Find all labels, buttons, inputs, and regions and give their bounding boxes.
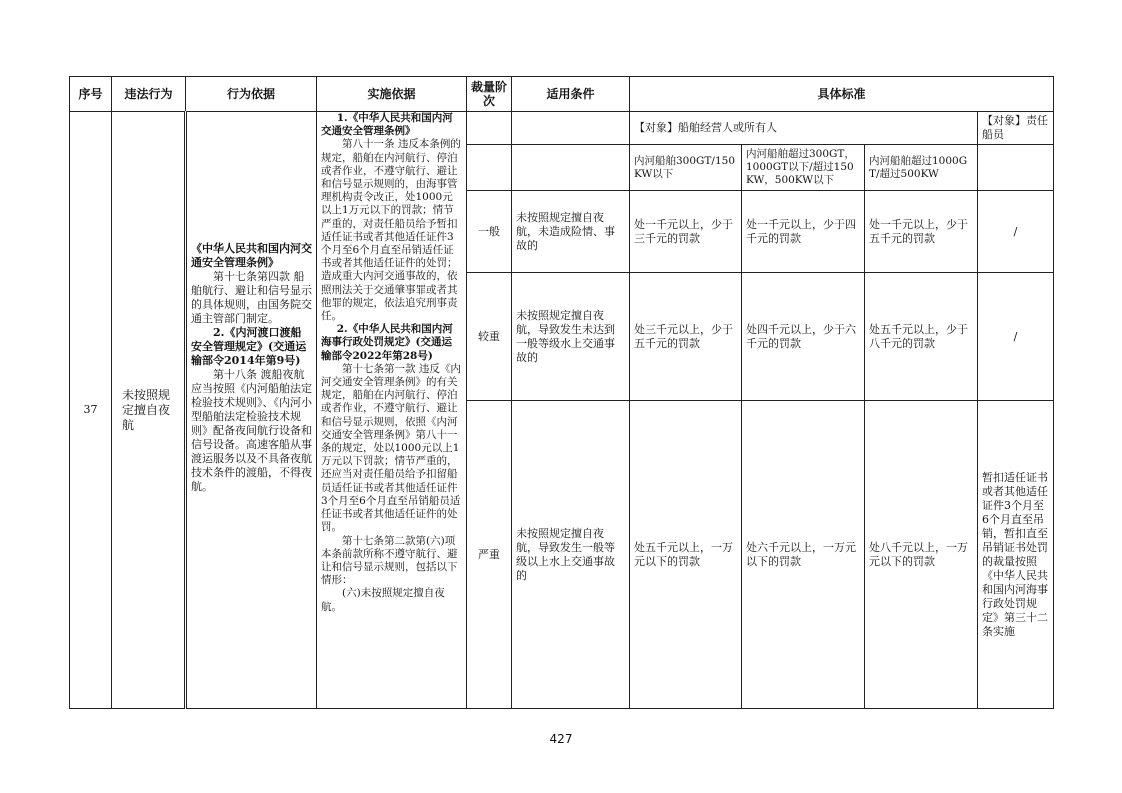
page-number: 427	[549, 732, 573, 746]
basis-text-2: 第十八条 渡船夜航应当按照《内河船舶法定检验技术规则》、《内河小型船舶法定检验技术规则》配备夜间航行设备和信号设备。高速客船从事渡运服务以及不具备夜航技术条件的渡船，不得夜航。	[191, 368, 312, 493]
penalty-table	[69, 76, 1054, 709]
basis-title-1: 《中华人民共和国内河交通安全管理条例》	[191, 242, 312, 269]
level-condition: 未按照规定擅自夜航，未造成险情、事故的	[512, 191, 630, 273]
level-std-1: 处五千元以上，一万元以下的罚款	[630, 401, 742, 709]
header-basis: 行为依据	[186, 77, 317, 112]
impl-text-4: (六)未按照规定擅自夜航。	[321, 587, 445, 613]
basis-text-1: 第十七条第四款 船舶航行、避让和信号显示的具体规则，由国务院交通主管部门制定。	[191, 270, 312, 325]
level-std-2: 处六千元以上，一万元以下的罚款	[742, 401, 865, 709]
level-condition: 未按照规定擅自夜航，导致发生未达到一般等级水上交通事故的	[512, 273, 630, 401]
level-condition: 未按照规定擅自夜航，导致发生一般等级以上水上交通事故的	[512, 401, 630, 709]
level-label: 严重	[467, 401, 512, 709]
level-std-1: 处一千元以上，少于三千元的罚款	[630, 191, 742, 273]
level-std-4: /	[978, 191, 1054, 273]
sub-condition-empty	[512, 145, 630, 191]
header-impl: 实施依据	[317, 77, 467, 112]
level-label: 一般	[467, 191, 512, 273]
level-std-4: /	[978, 273, 1054, 401]
level-std-3: 处五千元以上，少于八千元的罚款	[865, 273, 978, 401]
level-std-2: 处一千元以上，少于四千元的罚款	[742, 191, 865, 273]
sub-owner-1: 内河船舶300GT/150KW以下	[630, 145, 742, 191]
level-std-3: 处八千元以上，一万元以下的罚款	[865, 401, 978, 709]
impl-text-3: 第十七条第二款第(六)项 本条前款所称不遵守航行、避让和信号显示规则，包括以下情形：	[321, 534, 458, 587]
level-std-1: 处三千元以上，少于五千元的罚款	[630, 273, 742, 401]
header-level: 裁量阶次	[467, 77, 512, 112]
impl-text-1: 第八十一条 违反本条例的规定，船舶在内河航行、停泊或者作业，不遵守航行、避让和信号显示规则的，由海事管理机构责令改正，处1000元以上1万元以下的罚款；情节严重的，对责任船员给予暂扣适任证书或者其他适任证件3个月至6个月直至吊销适任证书或者其他适任证件的处罚；造成重大内河交通事故的，依照刑法关于交通肇事罪或者其他罪的规定，依法追究刑事责任。	[321, 138, 461, 323]
target-owner: 【对象】船舶经营人或所有人	[630, 112, 978, 145]
target-crew: 【对象】责任船员	[978, 112, 1054, 145]
sub-owner-3: 内河船舶超过1000GT/超过500KW	[865, 145, 978, 191]
level-std-3: 处一千元以上，少于五千元的罚款	[865, 191, 978, 273]
header-standard: 具体标准	[630, 77, 1054, 112]
target-row	[70, 112, 1054, 145]
row-seq: 37	[70, 112, 112, 709]
target-condition-empty	[512, 112, 630, 145]
impl-text-2: 第十七条第一款 违反《内河交通安全管理条例》的有关规定，船舶在内河航行、停泊或者作业，不遵守航行、避让和信号显示规则，依照《内河交通安全管理条例》第八十一条的规定，处以1000元以上1万元以下罚款；情节严重的，还应当对责任船员给予扣留船员适任证书或者其他适任证件3个月至6个月直至吊销船员适任证书或者其他适任证件的处罚。	[321, 362, 461, 534]
level-std-4: 暂扣适任证书或者其他适任证件3个月至6个月直至吊销，暂扣直至吊销证书处罚的裁量按照《中华人民共和国内河海事行政处罚规定》第三十二条实施	[978, 401, 1054, 709]
header-seq: 序号	[70, 77, 112, 112]
row-violation: 未按照规定擅自夜航	[112, 112, 186, 709]
sub-crew-empty	[978, 145, 1054, 191]
level-label: 较重	[467, 273, 512, 401]
sub-owner-2: 内河船舶超过300GT，1000GT以下/超过150KW，500KW以下	[742, 145, 865, 191]
header-violation: 违法行为	[112, 77, 186, 112]
header-condition: 适用条件	[512, 77, 630, 112]
header-row	[70, 77, 1054, 112]
sub-level-empty	[467, 145, 512, 191]
basis-title-2: 2.《内河渡口渡船安全管理规定》(交通运输部令2014年第9号)	[191, 326, 307, 367]
row-basis	[186, 112, 317, 709]
level-std-2: 处四千元以上，少于六千元的罚款	[742, 273, 865, 401]
target-level-empty	[467, 112, 512, 145]
impl-title-1: 1.《中华人民共和国内河交通安全管理条例》	[321, 112, 453, 138]
impl-title-2: 2.《中华人民共和国内河海事行政处罚规定》(交通运输部令2022年第28号)	[321, 323, 453, 362]
row-impl	[317, 112, 467, 709]
